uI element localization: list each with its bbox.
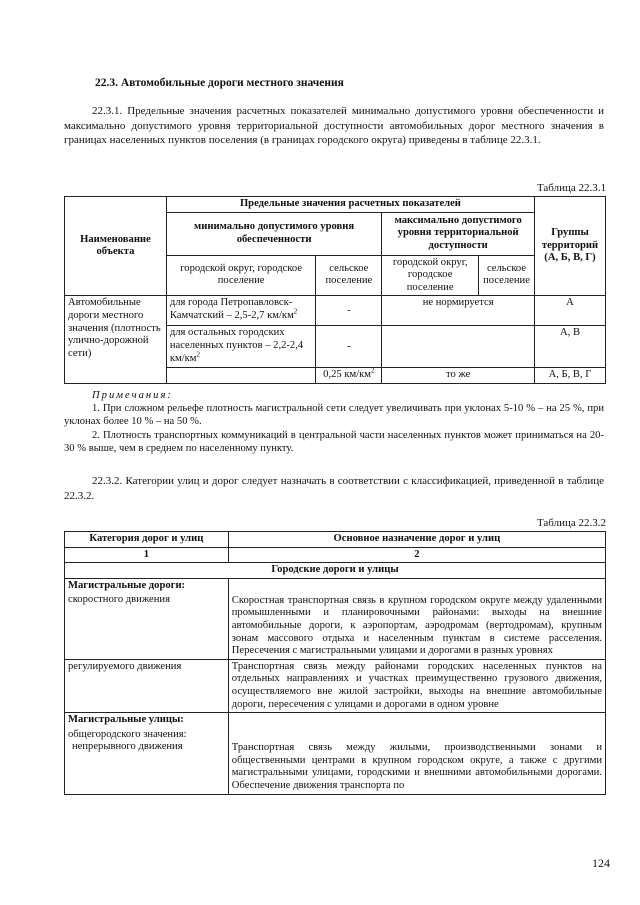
- header-city-district-2: городской округ, городское поселение: [382, 255, 479, 296]
- header-category: Категория дорог и улиц: [65, 532, 229, 548]
- category-main-roads: [65, 578, 229, 659]
- header-purpose: Основное назначение дорог и улиц: [228, 532, 605, 548]
- section-heading: 22.3. Автомобильные дороги местного значения: [95, 77, 344, 89]
- paragraph-22-3-1: 22.3.1. Предельные значения расчетных показателей минимально допустимого уровня обеспеченности и максимально допустимого уровня территориальной доступности автомобильных дорог местного значения в границах населенных пунктов поселения (в границах городского округа) приведены в таблице 22.3.1.: [64, 105, 604, 147]
- category-main-streets: [65, 713, 229, 794]
- row1-group: А: [535, 296, 606, 326]
- citywide-label: общегородского значения:: [68, 728, 187, 740]
- main-roads-label: Магистральные дороги:: [68, 579, 186, 591]
- table-22-3-2-caption: Таблица 22.3.2: [536, 517, 606, 529]
- fast-traffic-description: Скоростная транспортная связь в крупном городском округе между удаленными промышленными и планировочными районами: выходы на внешние автомобильные дороги, к аэропортам, аэродромам (вертодромам), крупным зонам массового отдыха и населенным пунктам в системе расселения. Пересечения с магистральными улицами и дорогами в разных уровнях: [228, 578, 605, 659]
- fast-traffic-label: скоростного движения: [68, 594, 170, 606]
- continuous-traffic-label: непрерывного движения: [72, 741, 183, 753]
- regulated-traffic-label: регулируемого движения: [65, 659, 229, 712]
- column-number-2: 2: [228, 547, 605, 563]
- regulated-traffic-description: Транспортная связь между районами городских населенных пунктов на отдельных направлениях и участках преимущественно грузового движения, осуществляемого вне жилой застройки, выходы на внешние автомобильные дороги, пересечения с улицами и дорогами в одном уровне: [228, 659, 605, 712]
- header-max-access: максимально допустимого уровня территориальной доступности: [382, 212, 535, 255]
- notes-title: Примечания:: [92, 390, 173, 401]
- note-1: 1. При сложном рельефе плотность магистральной сети следует увеличивать при уклонах 5-10 % – на 25 %, при уклонах более 10 % – на 50 %.: [64, 403, 604, 428]
- column-number-1: 1: [65, 547, 229, 563]
- table-22-3-2: [64, 531, 606, 795]
- row2-rural-value: -: [316, 326, 382, 368]
- header-min-level: минимально допустимого уровня обеспеченности: [166, 212, 381, 255]
- object-name-cell: Автомобильные дороги местного значения (плотность улично-дорожной сети): [65, 296, 167, 384]
- row3-rural-value: 0,25 $км/км^2$: [316, 368, 382, 384]
- row3-group: А, Б, В, Г: [535, 368, 606, 384]
- table-22-3-1-caption: Таблица 22.3.1: [536, 182, 606, 194]
- main-streets-label: Магистральные улицы:: [68, 714, 184, 726]
- header-object-name: Наименование объекта: [65, 197, 167, 296]
- row2-group: А, В: [535, 326, 606, 368]
- page-number: 124: [592, 856, 610, 870]
- continuous-traffic-description: Транспортная связь между жилыми, производственными зонами и общественными центрами в крупном городском округе, а также с другими магистральными улицами, городскими и внешними автомобильными дорогами. Обеспечение движения транспорта по: [228, 713, 605, 794]
- header-rural-2: сельское поселение: [479, 255, 535, 296]
- header-limits: Предельные значения расчетных показателей: [166, 197, 534, 213]
- row1-access-value: не нормируется: [382, 296, 535, 326]
- paragraph-22-3-2: 22.3.2. Категории улиц и дорог следует назначать в соответствии с классификацией, приведенной в таблице 22.3.2.: [64, 475, 604, 502]
- group-city-roads: Городские дороги и улицы: [65, 563, 606, 579]
- notes-block: [64, 389, 604, 455]
- row1-rural-value: -: [316, 296, 382, 326]
- row1-city-value: для города Петропавловск-Камчатский – 2,5-2,7 $км/км^2$: [166, 296, 316, 326]
- header-city-district: городской округ, городское поселение: [166, 255, 316, 296]
- row3-access-value: то же: [382, 368, 535, 384]
- header-rural: сельское поселение: [316, 255, 382, 296]
- header-groups: Группы территорий (А, Б, В, Г): [535, 197, 606, 296]
- row2-city-value: для остальных городских населенных пунктов – 2,2-2,4 $км/км^2$: [166, 326, 316, 368]
- row3-city-empty: [166, 368, 316, 384]
- row2-access-empty: [382, 326, 535, 368]
- note-2: 2. Плотность транспортных коммуникаций в центральной части населенных пунктов может приниматься на 20-30 % выше, чем в среднем по населенному пункту.: [64, 429, 604, 454]
- table-22-3-1: [64, 196, 606, 384]
